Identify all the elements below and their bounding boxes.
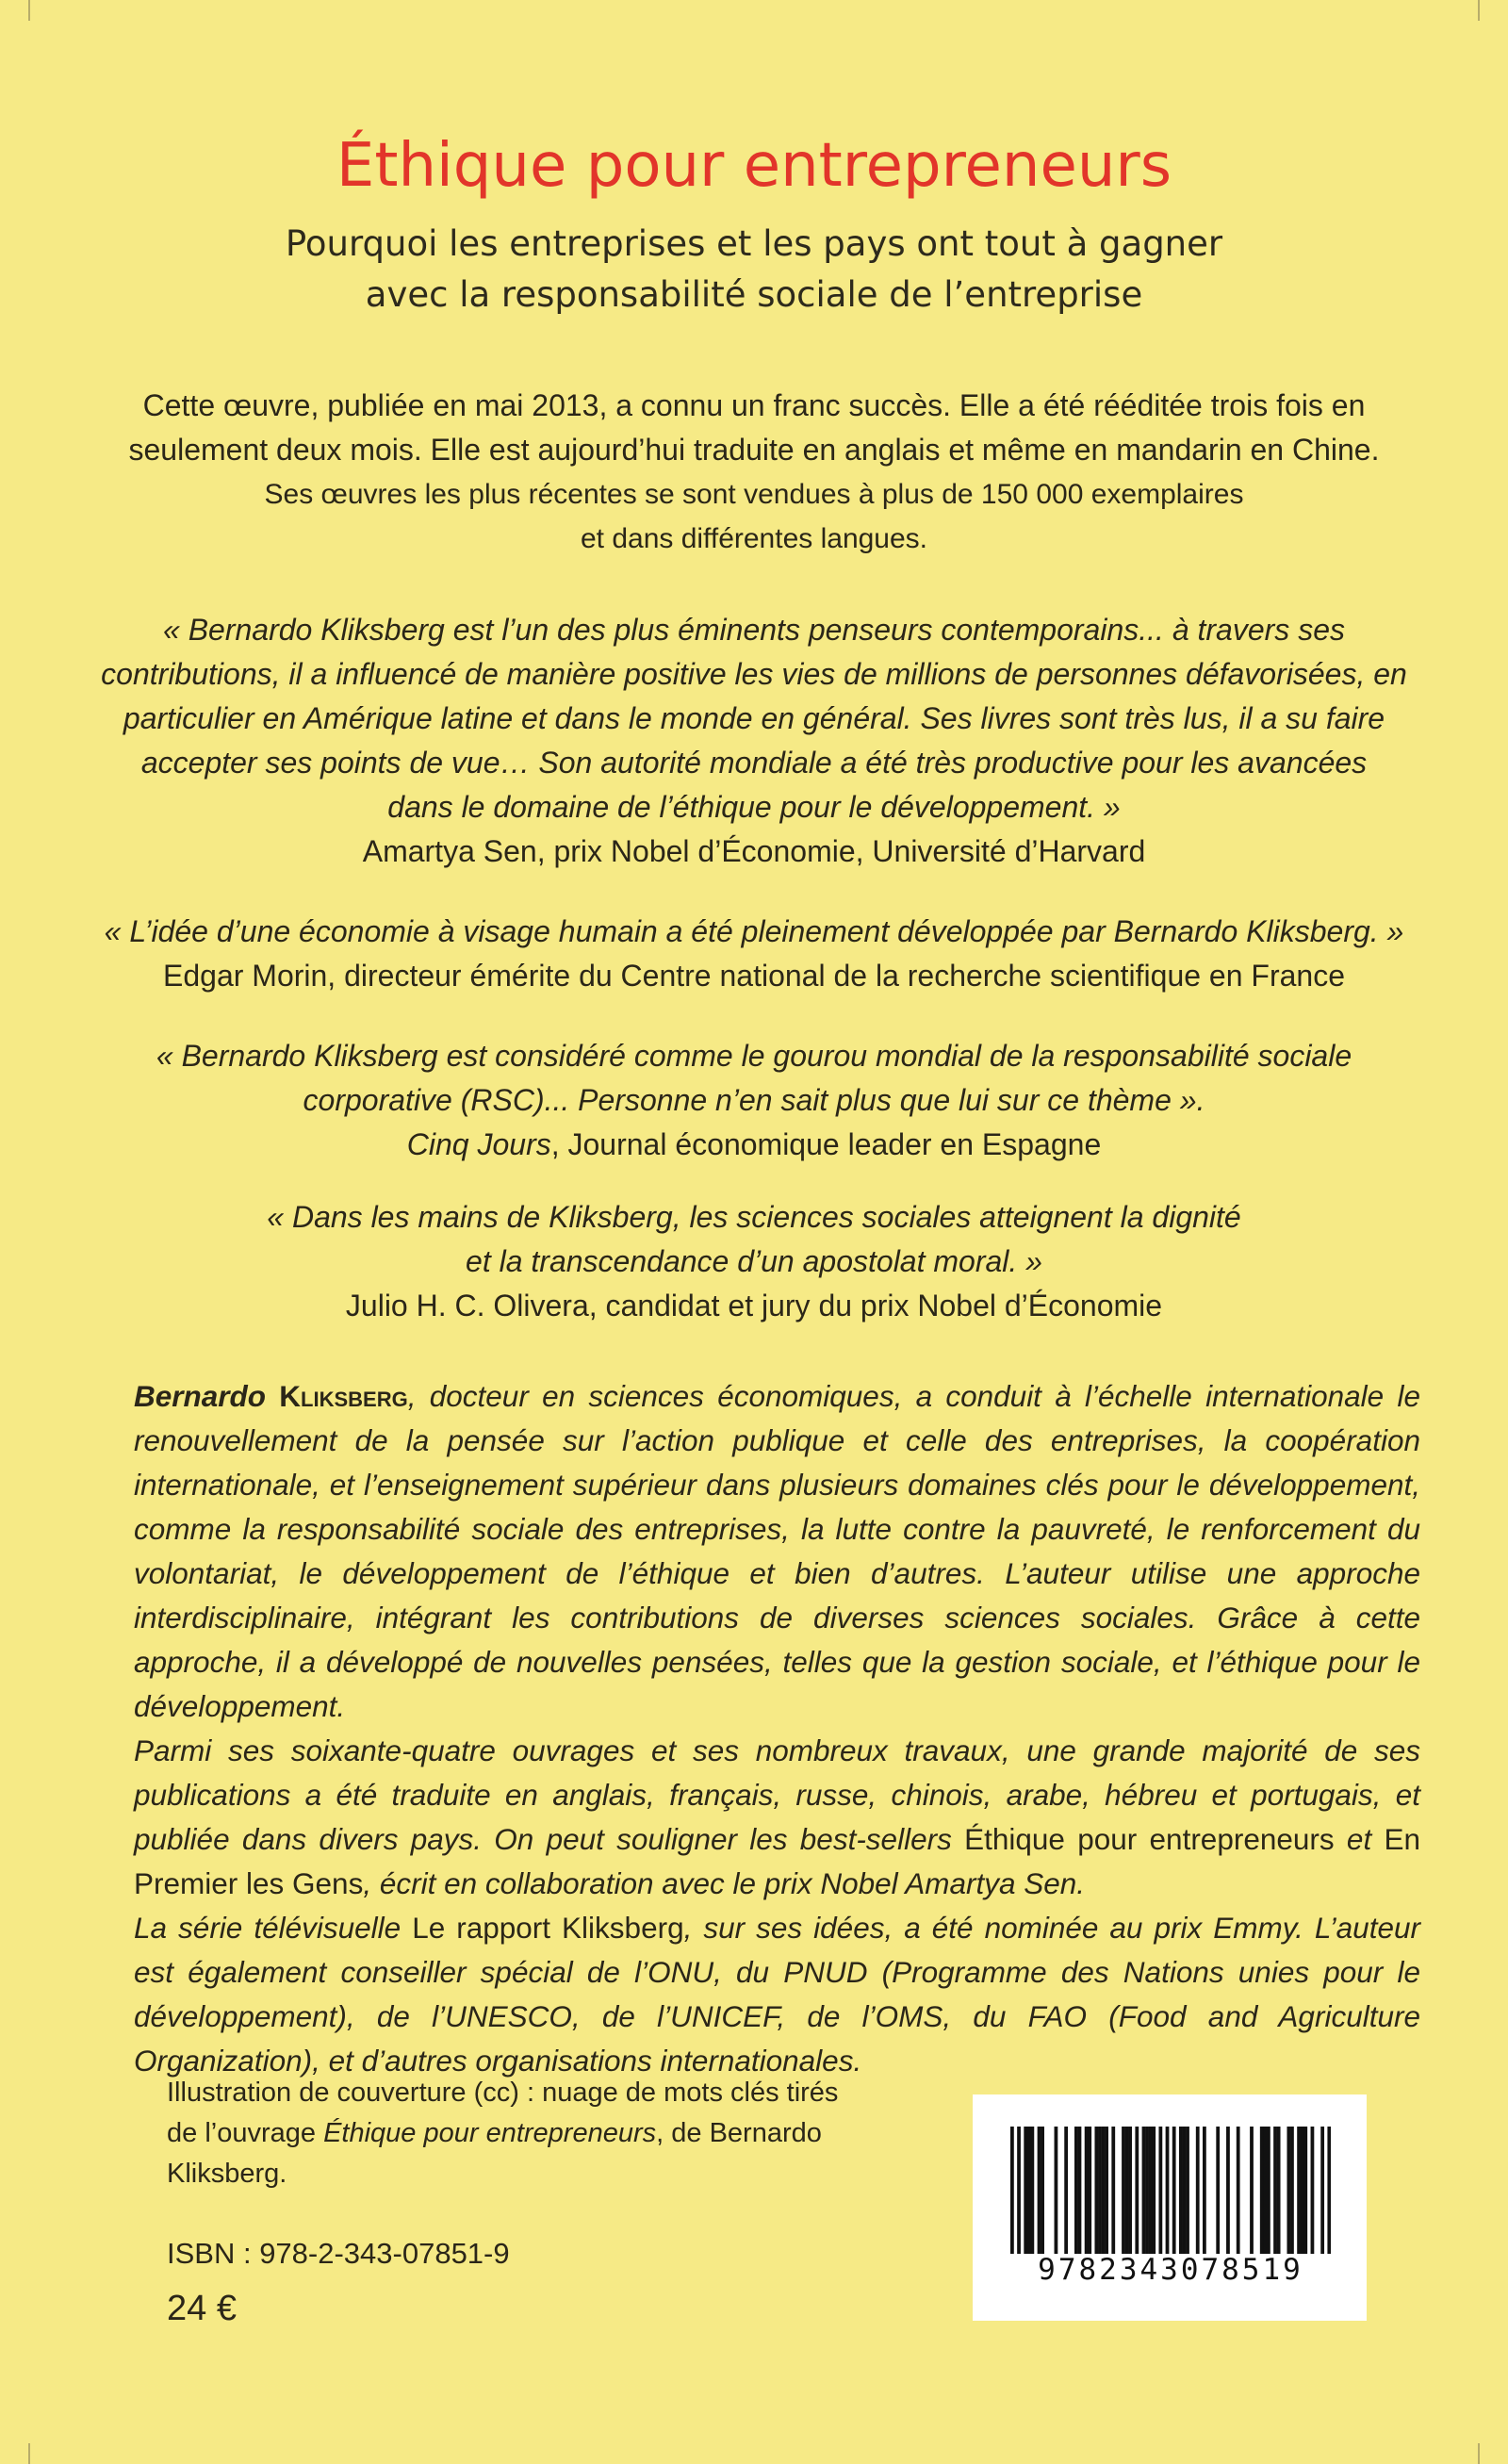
barcode-bar	[1038, 2127, 1041, 2254]
barcode-bar	[1311, 2127, 1315, 2254]
author-first-name: Bernardo	[134, 1379, 267, 1413]
quote-edgar-morin	[94, 910, 1414, 998]
barcode-bar	[1024, 2127, 1027, 2254]
credit-line-3: Kliksberg.	[167, 2159, 287, 2189]
quote-line: dans le domaine de l’éthique pour le développement. »	[387, 790, 1121, 824]
barcode-bar	[1027, 2127, 1031, 2254]
barcode-bar	[1142, 2127, 1146, 2254]
barcode-bar	[1287, 2127, 1290, 2254]
barcode-bar	[1152, 2127, 1156, 2254]
barcode-bar	[1186, 2127, 1189, 2254]
barcode-bar	[1128, 2127, 1132, 2254]
quote-attribution-rest: , Journal économique leader en Espagne	[550, 1127, 1102, 1161]
quote-line: « Dans les mains de Kliksberg, les sciences sociales atteignent la dignité	[267, 1200, 1241, 1234]
bio-text: et	[1334, 1822, 1385, 1856]
quote-cinq-jours	[94, 1034, 1414, 1167]
barcode-bar	[1237, 2127, 1240, 2254]
quote-attribution	[94, 1123, 1414, 1167]
barcode-bar	[1111, 2127, 1115, 2254]
credit-line-1: Illustration de couverture (cc) : nuage de mots clés tirés	[167, 2078, 839, 2108]
credit-text: , de Bernardo	[656, 2118, 822, 2148]
barcode-bar	[1158, 2127, 1162, 2254]
barcode-bar	[1017, 2127, 1021, 2254]
barcode	[973, 2094, 1367, 2321]
barcode-bar	[1179, 2127, 1183, 2254]
barcode-bar	[1041, 2127, 1044, 2254]
barcode-bar	[1094, 2127, 1098, 2254]
barcode-bar	[1297, 2127, 1301, 2254]
intro-paragraph	[94, 384, 1414, 561]
barcode-bar	[1290, 2127, 1294, 2254]
quote-line: accepter ses points de vue… Son autorité mondiale a été très productive pour les avancées	[140, 746, 1368, 780]
barcode-bar	[1303, 2127, 1307, 2254]
credit-book-title: Éthique pour entrepreneurs	[323, 2118, 657, 2148]
barcode-bar	[1098, 2127, 1102, 2254]
barcode-digits: 9782343078519	[1038, 2253, 1303, 2287]
bio-paragraph-2	[134, 1729, 1420, 1906]
barcode-bar	[1122, 2127, 1125, 2254]
quote-amartya-sen	[94, 608, 1414, 874]
cover-credit	[167, 2073, 911, 2194]
crop-mark-top-right	[1478, 0, 1480, 21]
barcode-bar	[1102, 2127, 1106, 2254]
barcode-bar	[1250, 2127, 1254, 2254]
quote-line: « Bernardo Kliksberg est considéré comme le gourou mondial de la responsabilité sociale	[156, 1039, 1352, 1073]
barcode-bar	[1260, 2127, 1264, 2254]
book-title-ref: Éthique pour entrepreneurs	[964, 1822, 1335, 1856]
tv-show-ref: Le rapport Kliksberg	[412, 1911, 684, 1945]
intro-line-1: Cette œuvre, publiée en mai 2013, a connu un franc succès. Elle a été rééditée trois fois en	[142, 388, 1366, 422]
subtitle-line-1: Pourquoi les entreprises et les pays ont tout à gagner	[285, 223, 1223, 264]
barcode-bar	[1055, 2127, 1058, 2254]
barcode-bar	[1320, 2127, 1324, 2254]
quote-line: contributions, il a influencé de manière positive les vies de millions de personnes défavorisées, en	[101, 657, 1407, 691]
intro-line-4: et dans différentes langues.	[580, 523, 928, 554]
barcode-bar	[1273, 2127, 1277, 2254]
book-subtitle	[0, 219, 1508, 320]
barcode-bar	[1010, 2127, 1014, 2254]
barcode-bar	[1267, 2127, 1270, 2254]
barcode-bar	[1183, 2127, 1187, 2254]
barcode-bar	[1085, 2127, 1089, 2254]
quote-line: « Bernardo Kliksberg est l’un des plus éminents penseurs contemporains... à travers ses	[163, 613, 1345, 647]
barcode-bar	[1263, 2127, 1267, 2254]
barcode-bar	[1030, 2127, 1034, 2254]
bio-text: Parmi ses soixante-quatre ouvrages et ses nombreux travaux, une grande majorité de ses publications a été traduite en anglais, français, russe, chinois, arabe, hébreu et portugais, et publiée dans divers pays. On peut souligner les best-sellers	[134, 1733, 1420, 1856]
bio-text: , sur ses idées, a été nominée au prix Emmy. L’auteur est également conseiller spécial de l’ONU, du PNUD (Programme des Nations unies pour le développement), de l’UNESCO, de l’UNICEF, de l’OMS, du FAO (Food and Agriculture Organization), et d’autres organisations internationales.	[134, 1911, 1420, 2078]
barcode-bar	[1149, 2127, 1153, 2254]
crop-mark-top-left	[28, 0, 30, 21]
intro-line-3: Ses œuvres les plus récentes se sont vendues à plus de 150 000 exemplaires	[264, 479, 1244, 510]
barcode-bar	[1088, 2127, 1091, 2254]
barcode-bar	[1277, 2127, 1281, 2254]
credit-line-2	[167, 2113, 911, 2154]
quote-line: corporative (RSC)... Personne n’en sait plus que lui sur ce thème ».	[303, 1083, 1205, 1117]
bio-paragraph-1	[134, 1374, 1420, 1729]
quote-attribution: Edgar Morin, directeur émérite du Centre national de la recherche scientifique en France	[163, 959, 1345, 993]
intro-line-2: seulement deux mois. Elle est aujourd’hui traduite en anglais et même en mandarin en Chine.	[128, 433, 1380, 467]
credit-text: de l’ouvrage	[167, 2118, 324, 2148]
barcode-bar	[1064, 2127, 1068, 2254]
barcode-bars	[1010, 2127, 1331, 2254]
quote-line: et la transcendance d’un apostolat moral. »	[466, 1244, 1042, 1278]
subtitle-line-2: avec la responsabilité sociale de l’entreprise	[365, 274, 1143, 315]
barcode-bar	[1166, 2127, 1170, 2254]
isbn: ISBN : 978-2-343-07851-9	[167, 2237, 510, 2270]
crop-mark-bottom-left	[28, 2443, 30, 2464]
barcode-bar	[1078, 2127, 1082, 2254]
barcode-bar	[1196, 2127, 1200, 2254]
crop-mark-bottom-right	[1478, 2443, 1480, 2464]
bio-paragraph-3	[134, 1906, 1420, 2083]
newspaper-name: Cinq Jours	[406, 1127, 551, 1161]
quote-line: « L’idée d’une économie à visage humain a été pleinement développée par Bernardo Kliksberg. »	[104, 914, 1404, 948]
book-title: Éthique pour entrepreneurs	[336, 131, 1172, 201]
author-biography	[134, 1374, 1420, 2083]
barcode-bar	[1327, 2127, 1331, 2254]
barcode-bar	[1301, 2127, 1304, 2254]
barcode-bar	[1172, 2127, 1176, 2254]
barcode-bar	[1216, 2127, 1220, 2254]
book-title-ref: En Premier les Gens	[134, 1822, 1420, 1900]
bio-text: La série télévisuelle	[134, 1911, 413, 1945]
barcode-bar	[1145, 2127, 1149, 2254]
quote-attribution: Amartya Sen, prix Nobel d’Économie, Université d’Harvard	[362, 834, 1146, 868]
price: 24 €	[167, 2289, 237, 2328]
barcode-bar	[1135, 2127, 1139, 2254]
quote-attribution: Julio H. C. Olivera, candidat et jury du prix Nobel d’Économie	[345, 1289, 1163, 1322]
barcode-bar	[1203, 2127, 1206, 2254]
barcode-bar	[1125, 2127, 1129, 2254]
bio-text: , écrit en collaboration avec le prix Nobel Amartya Sen.	[363, 1866, 1086, 1900]
barcode-bar	[1105, 2127, 1108, 2254]
barcode-bar	[1226, 2127, 1230, 2254]
quote-julio-olivera	[94, 1195, 1414, 1328]
bio-text: , docteur en sciences économiques, a conduit à l’échelle internationale le renouvellement de la pensée sur l’action publique et celle des entreprises, la coopération internationale, et l’enseignement supérieur dans plusieurs domaines clés pour le développement, comme la responsabilité sociale des entreprises, la lutte contre la pauvreté, le renforcement du volontariat, le développement de l’éthique et bien d’autres. L’auteur utilise une approche interdisciplinaire, intégrant les contributions de diverses sciences sociales. Grâce à cette approche, il a développé de nouvelles pensées, telles que la gestion sociale, et l’éthique pour le développement.	[134, 1379, 1420, 1723]
author-last-name: Kliksberg	[279, 1379, 408, 1413]
barcode-bar	[1074, 2127, 1078, 2254]
quote-line: particulier en Amérique latine et dans le monde en général. Ses livres sont très lus, il a su faire	[123, 701, 1385, 735]
